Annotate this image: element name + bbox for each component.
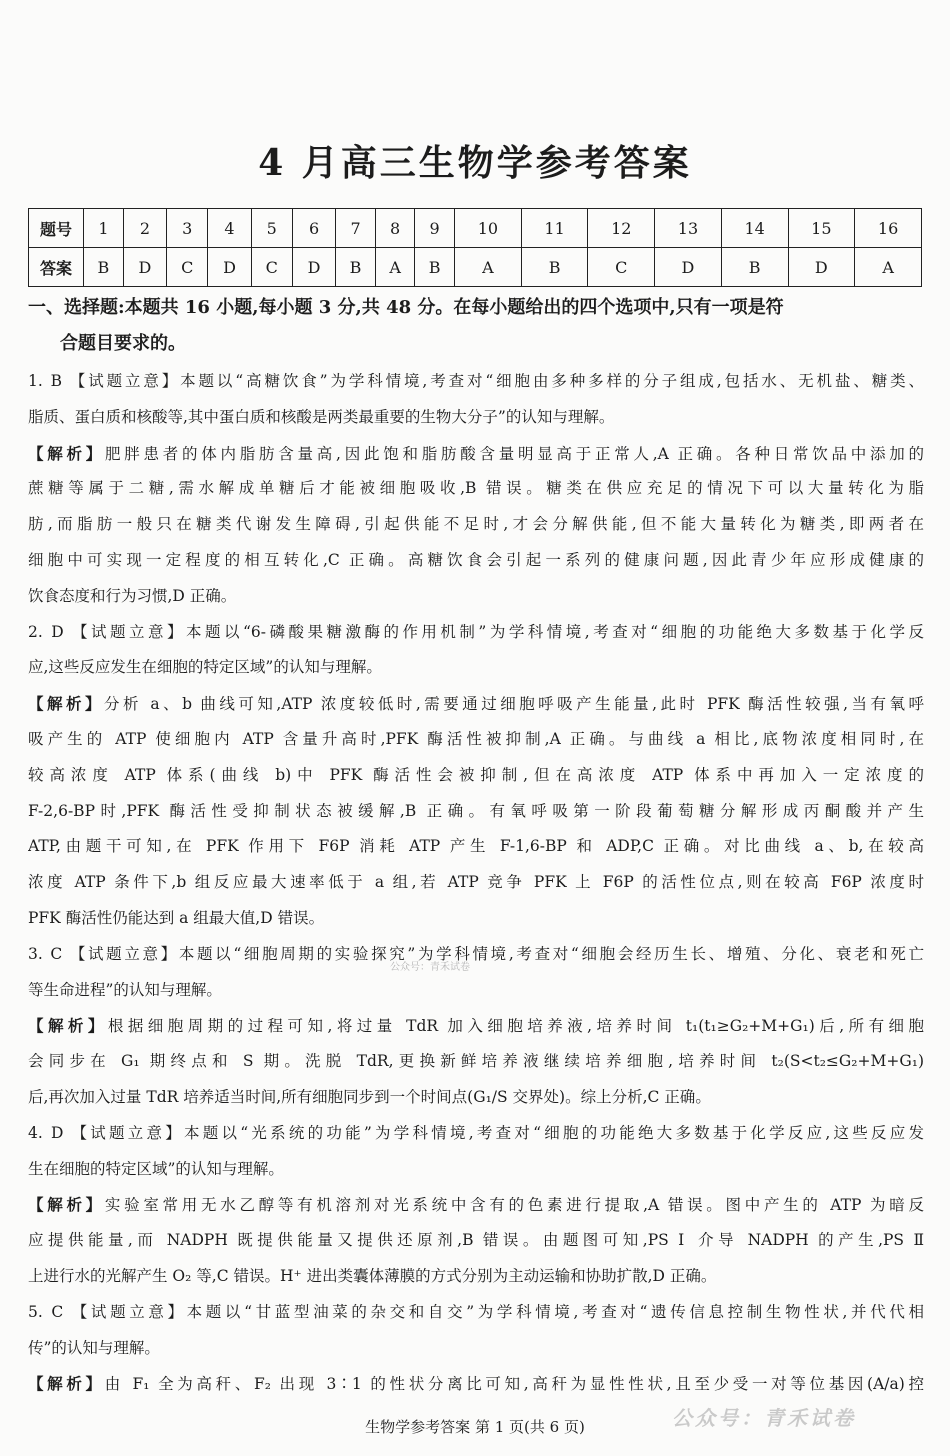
text-line [28, 471, 924, 507]
question-number-cell: 4 [208, 209, 251, 248]
text-line [28, 901, 924, 937]
text-line-content: 上进行水的光解产生 O₂ 等,C 错误。H⁺ 进出类囊体薄膜的方式分别为主动运输和协助扩散,D 正确。 [28, 1266, 717, 1285]
answer-row [29, 248, 922, 287]
text-line-content: 传”的认知与理解。 [28, 1338, 160, 1357]
text-line [28, 865, 924, 901]
answer-cell: B [84, 248, 124, 287]
text-line-content: 3. C 【试题立意】本题以“细胞周期的实验探究”为学科情境,考查对“细胞会经历生长、增殖、分化、衰老和死亡 [28, 944, 924, 963]
question-number-cell: 14 [721, 209, 788, 248]
text-line [28, 686, 924, 722]
analysis-tag: 【解析】 [28, 443, 106, 463]
answer-cell: B [336, 248, 376, 287]
answer-cell: D [123, 248, 166, 287]
row-label-number: 题号 [29, 209, 84, 248]
question-number-cell: 3 [167, 209, 208, 248]
text-line [28, 364, 924, 400]
text-line [28, 1080, 924, 1116]
text-line [28, 1331, 924, 1367]
text-line [28, 650, 924, 686]
text-line-content: 饮食态度和行为习惯,D 正确。 [28, 586, 237, 605]
answer-cell: B [521, 248, 588, 287]
answer-cell: A [375, 248, 414, 287]
text-line-content: ATP,由题干可知,在 PFK 作用下 F6P 消耗 ATP 产生 F-1,6-BP 和 ADP,C 正确。对比曲线 a、b,在较高 [28, 837, 924, 856]
analysis-tag: 【解析】 [28, 1195, 105, 1215]
text-line [28, 1295, 924, 1331]
question-number-cell: 11 [521, 209, 588, 248]
text-line-content: 应,这些反应发生在细胞的特定区域”的认知与理解。 [28, 658, 382, 677]
section-heading-line2: 合题目要求的。 [60, 333, 186, 354]
text-line [28, 1008, 924, 1044]
section-heading-line1: 一、选择题:本题共 16 小题,每小题 3 分,共 48 分。在每小题给出的四个选项中,只有一项是符 [28, 297, 784, 318]
text-line [28, 1366, 924, 1402]
text-line-content: 脂质、蛋白质和核酸等,其中蛋白质和核酸是两类最重要的生物大分子”的认知与理解。 [28, 407, 615, 426]
text-line-content: 根据细胞周期的过程可知,将过量 TdR 加入细胞培养液,培养时间 t₁(t₁≥G₂+M+G₁)后,所有细胞 [107, 1017, 924, 1036]
text-line-content: 肥胖患者的体内脂肪含量高,因此饱和脂肪酸含量明显高于正常人,A 正确。各种日常饮品中添加的 [105, 444, 924, 463]
text-line [28, 758, 924, 794]
text-line [28, 1116, 924, 1152]
analysis-tag: 【解析】 [28, 1016, 108, 1036]
answer-cell: D [208, 248, 251, 287]
question-number-cell: 9 [415, 209, 455, 248]
answer-cell: D [655, 248, 722, 287]
text-line-content: 1. B 【试题立意】本题以“高糖饮食”为学科情境,考查对“细胞由多种多样的分子组成,包括水、无机盐、糖类、 [28, 372, 924, 390]
question-number-cell: 7 [336, 209, 376, 248]
text-line-content: 较高浓度 ATP 体系(曲线 b)中 PFK 酶活性会被抑制,但在高浓度 ATP 体系中再加入一定浓度的 [28, 765, 924, 784]
text-line [28, 1152, 924, 1188]
answer-cell: A [855, 248, 922, 287]
answer-cell: C [251, 248, 292, 287]
text-line [28, 615, 924, 651]
text-line [28, 973, 924, 1009]
question-number-cell: 1 [84, 209, 124, 248]
answer-cell: C [167, 248, 208, 287]
page-title: 4 月高三生物学参考答案 [258, 142, 692, 184]
text-line-content: 等生命进程”的认知与理解。 [28, 980, 222, 999]
text-line-content: 细胞中可实现一定程度的相互转化,C 正确。高糖饮食会引起一系列的健康问题,因此青少年应形成健康的 [28, 550, 924, 569]
question-number-row [29, 209, 922, 248]
text-line-content: 后,再次加入过量 TdR 培养适当时间,所有细胞同步到一个时间点(G₁/S 交界处)。综上分析,C 正确。 [28, 1087, 711, 1106]
text-line-content: 会同步在 G₁ 期终点和 S 期。洗脱 TdR,更换新鲜培养液继续培养细胞,培养时间 t₂(S<t₂≤G₂+M+G₁) [28, 1052, 924, 1071]
text-line [28, 794, 924, 830]
text-line [28, 507, 924, 543]
text-line-content: 4. D 【试题立意】本题以“光系统的功能”为学科情境,考查对“细胞的功能绝大多数基于化学反应,这些反应发 [28, 1123, 924, 1142]
analysis-tag: 【解析】 [28, 1374, 105, 1394]
answer-cell: B [721, 248, 788, 287]
text-line [28, 1044, 924, 1080]
page-footer: 生物学参考答案 第 1 页(共 6 页) [365, 1418, 585, 1436]
question-number-cell: 6 [292, 209, 335, 248]
question-number-cell: 8 [375, 209, 414, 248]
text-line [28, 1259, 924, 1295]
question-number-cell: 5 [251, 209, 292, 248]
text-line [28, 829, 924, 865]
text-line [28, 543, 924, 579]
answer-cell: D [292, 248, 335, 287]
question-number-cell: 10 [455, 209, 522, 248]
text-line-content: 吸产生的 ATP 使细胞内 ATP 含量升高时,PFK 酶活性被抑制,A 正确。与曲线 a 相比,底物浓度相同时,在 [28, 729, 924, 748]
text-line-content: 分析 a、b 曲线可知,ATP 浓度较低时,需要通过细胞呼吸产生能量,此时 PFK 酶活性较强,当有氧呼 [103, 695, 924, 714]
text-line-content: 浓度 ATP 条件下,b 组反应最大速率低于 a 组,若 ATP 竞争 PFK 上 F6P 的活性位点,则在较高 F6P 浓度时 [28, 873, 924, 892]
text-line-content: 生在细胞的特定区域”的认知与理解。 [28, 1159, 284, 1178]
text-line [28, 579, 924, 615]
text-line [28, 1223, 924, 1259]
text-line [28, 1187, 924, 1223]
text-line-content: PFK 酶活性仍能达到 a 组最大值,D 错误。 [28, 908, 325, 927]
text-line-content: 肪,而脂肪一般只在糖类代谢发生障碍,引起供能不足时,才会分解供能,但不能大量转化为糖类,即两者在 [28, 515, 924, 534]
answer-cell: A [455, 248, 522, 287]
text-line-content: 蔗糖等属于二糖,需水解成单糖后才能被细胞吸收,B 错误。糖类在供应充足的情况下可以大量转化为脂 [28, 479, 924, 498]
section-heading [28, 290, 924, 362]
text-line-content: F-2,6-BP时,PFK 酶活性受抑制状态被缓解,B 正确。有氧呼吸第一阶段葡萄糖分解形成丙酮酸并产生 [28, 801, 924, 820]
text-line-content: 由 F₁ 全为高秆、F₂ 出现 3∶1 的性状分离比可知,高秆为显性性状,且至少受一对等位基因(A/a)控 [104, 1375, 924, 1394]
answer-explanations [28, 364, 924, 1402]
row-label-answer: 答案 [29, 248, 84, 287]
answer-cell: B [415, 248, 455, 287]
question-number-cell: 13 [655, 209, 722, 248]
text-line [28, 722, 924, 758]
question-number-cell: 2 [123, 209, 166, 248]
question-number-cell: 16 [855, 209, 922, 248]
text-line-content: 5. C 【试题立意】本题以“甘蓝型油菜的杂交和自交”为学科情境,考查对“遗传信息控制生物性状,并代代相 [28, 1302, 924, 1321]
text-line [28, 436, 924, 472]
watermark-small: 公众号：青禾试卷 [390, 962, 470, 973]
text-line [28, 400, 924, 436]
text-line-content: 应提供能量,而 NADPH 既提供能量又提供还原剂,B 错误。由题图可知,PS Ⅰ 介导 NADPH 的产生,PS Ⅱ [28, 1231, 924, 1250]
text-line-content: 2. D 【试题立意】本题以“6-磷酸果糖激酶的作用机制”为学科情境,考查对“细胞的功能绝大多数基于化学反 [28, 622, 924, 641]
question-number-cell: 15 [788, 209, 855, 248]
question-number-cell: 12 [588, 209, 655, 248]
text-line-content: 实验室常用无水乙醇等有机溶剂对光系统中含有的色素进行提取,A 错误。图中产生的 ATP 为暗反 [104, 1196, 924, 1215]
watermark-large: 公众号：青禾试卷 [672, 1406, 856, 1430]
text-line [28, 937, 924, 973]
analysis-tag: 【解析】 [28, 694, 104, 714]
answer-table [28, 208, 922, 287]
answer-cell: D [788, 248, 855, 287]
answer-cell: C [588, 248, 655, 287]
